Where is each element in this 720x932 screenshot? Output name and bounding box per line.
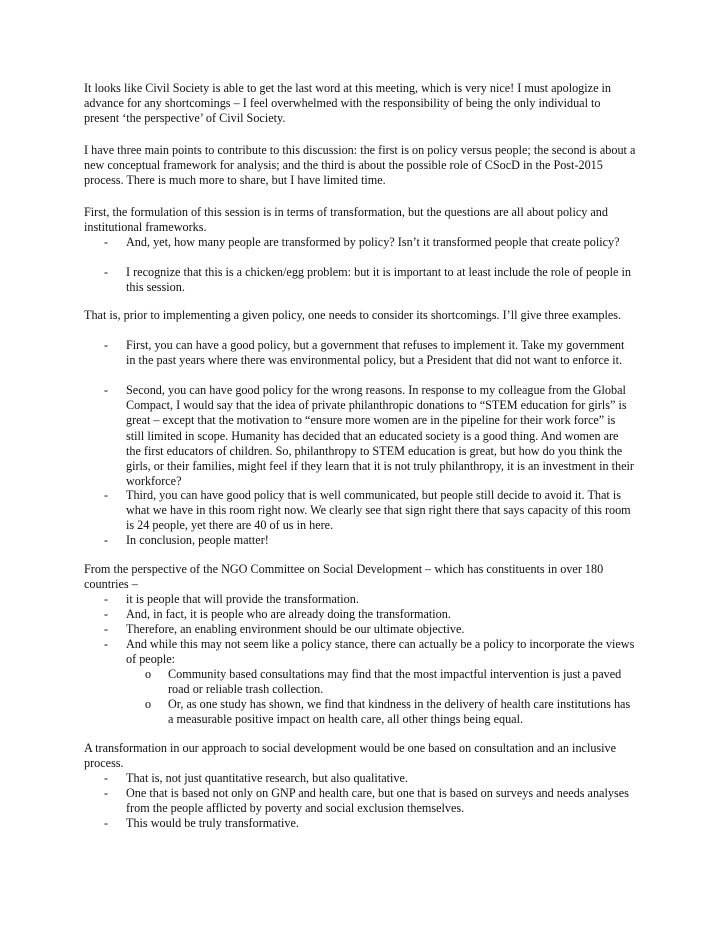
paragraph-shortcomings: That is, prior to implementing a given policy, one needs to consider its shortcomings. I’ll give three examples. — [84, 308, 622, 322]
paragraph-transformation-approach: A transformation in our approach to social development would be one based on consultation and an inclusive process. — [84, 741, 617, 771]
paragraph-first-point: First, the formulation of this session is in terms of transformation, but the questions are all about policy and institutional frameworks. — [84, 205, 608, 235]
list-item-text: Therefore, an enabling environment should be our ultimate objective. — [126, 622, 465, 636]
list-item-text: it is people that will provide the transformation. — [126, 592, 359, 606]
dash-bullet: - — [104, 265, 109, 279]
sub-list-item-text: Or, as one study has shown, we find that kindness in the delivery of health care institutions has a measurable positive impact on health care, all other things being equal. — [168, 697, 631, 727]
list-item-text: And while this may not seem like a policy stance, there can actually be a policy to incorporate the views of people: — [126, 637, 635, 667]
dash-bullet: - — [104, 235, 109, 249]
circle-bullet: o — [145, 667, 152, 681]
list-item-text: That is, not just quantitative research, but also qualitative. — [126, 771, 408, 785]
list-item-text: One that is based not only on GNP and health care, but one that is based on surveys and needs analyses from the people afflicted by poverty and social exclusion themselves. — [126, 786, 629, 816]
sub-list-item-text: Community based consultations may find that the most impactful intervention is just a paved road or reliable trash collection. — [168, 667, 622, 697]
circle-bullet: o — [145, 697, 152, 711]
dash-bullet: - — [104, 338, 109, 352]
dash-bullet: - — [104, 786, 109, 800]
list-item-text: In conclusion, people matter! — [126, 533, 269, 547]
dash-bullet: - — [104, 816, 109, 830]
paragraph-ngo-committee: From the perspective of the NGO Committee on Social Development – which has constituents in over 180 countries – — [84, 562, 604, 592]
list-item-text: And, yet, how many people are transformed by policy? Isn’t it transformed people that create policy? — [126, 235, 620, 249]
dash-bullet: - — [104, 488, 109, 502]
dash-bullet: - — [104, 383, 109, 397]
paragraph-intro: It looks like Civil Society is able to get the last word at this meeting, which is very nice! I must apologize in advance for any shortcomings – I feel overwhelmed with the responsibility of being the only individual to present ‘the perspective’ of Civil Society. — [84, 81, 612, 126]
list-item-text: And, in fact, it is people who are already doing the transformation. — [126, 607, 451, 621]
dash-bullet: - — [104, 771, 109, 785]
list-item-text: This would be truly transformative. — [126, 816, 299, 830]
dash-bullet: - — [104, 637, 109, 651]
dash-bullet: - — [104, 592, 109, 606]
list-item-text: I recognize that this is a chicken/egg problem: but it is important to at least include the role of people in this session. — [126, 265, 631, 295]
dash-bullet: - — [104, 533, 109, 547]
list-item-text: Second, you can have good policy for the wrong reasons. In response to my colleague from the Global Compact, I would say that the idea of private philanthropic donations to “STEM education for girls” is great – except that the motivation to “ensure more women are in the pipeline for their work force” is still limited in scope. Humanity has decided that an educated society is a good thing. And women are the first educators of children. So, philanthropy to STEM education is great, but how do you think the girls, or their families, might feel if they learn that it is not truly philanthropy, it is an investment in their workforce? — [126, 383, 634, 489]
list-item-text: Third, you can have good policy that is well communicated, but people still decide to avoid it. That is what we have in this room right now. We clearly see that sign right there that says capacity of this room is 24 people, yet there are 40 of us in here. — [126, 488, 631, 533]
dash-bullet: - — [104, 607, 109, 621]
list-item-text: First, you can have a good policy, but a government that refuses to implement it. Take my government in the past years where there was environmental policy, but a President that did not want to enforce it. — [126, 338, 625, 368]
paragraph-three-points: I have three main points to contribute to this discussion: the first is on policy versus people; the second is about a new conceptual framework for analysis; and the third is about the possible role of CSocD in the Post-2015 process. There is much more to share, but I have limited time. — [84, 143, 636, 188]
dash-bullet: - — [104, 622, 109, 636]
